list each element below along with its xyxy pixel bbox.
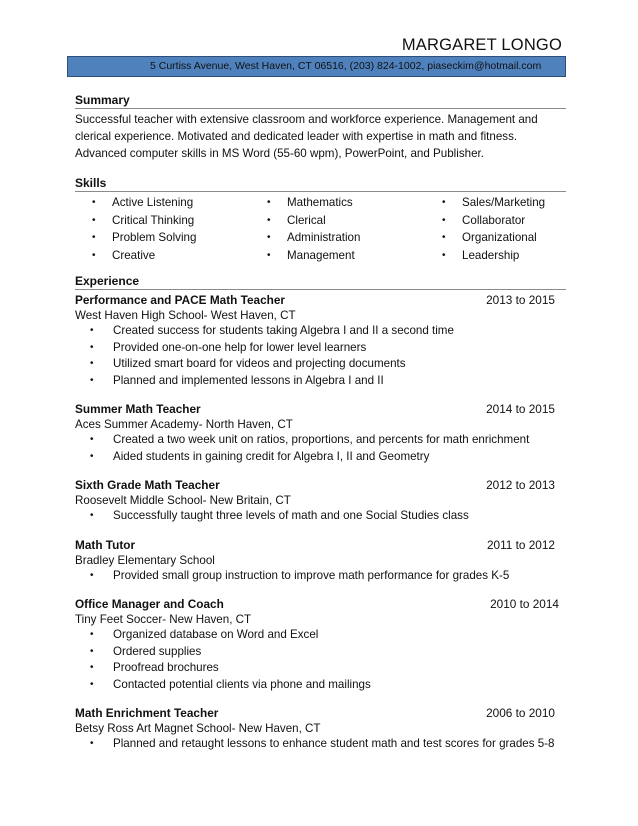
- job-responsibility: [75, 449, 566, 466]
- job-responsibility: [75, 568, 566, 585]
- bullet-icon: •: [267, 232, 271, 243]
- bullet-icon: •: [267, 214, 271, 226]
- skill-label: Management: [287, 248, 355, 262]
- job-organization: Tiny Feet Soccer- New Haven, CT: [75, 613, 252, 626]
- job-responsibility: [75, 356, 566, 373]
- bullet-icon: •: [90, 434, 94, 445]
- applicant-name: MARGARET LONGO: [401, 36, 562, 54]
- job-responsibility: [75, 508, 566, 525]
- bullet-icon: •: [92, 232, 96, 243]
- job-organization: Roosevelt Middle School- New Britain, CT: [75, 494, 291, 507]
- experience-heading: Experience: [75, 274, 566, 290]
- responsibility-text: Provided one-on-one help for lower level learners: [113, 340, 367, 354]
- bullet-icon: •: [90, 374, 94, 386]
- job-entry: [75, 401, 566, 465]
- summary-line: clerical experience. Motivated and dedicated leader with expertise in math and fitness.: [75, 130, 518, 143]
- skill-label: Problem Solving: [112, 231, 197, 244]
- bullet-icon: •: [442, 249, 446, 261]
- skills-grid: [75, 194, 566, 266]
- skills-section: [75, 176, 566, 266]
- bullet-icon: •: [90, 341, 94, 353]
- skill-label: Sales/Marketing: [462, 196, 546, 209]
- bullet-icon: •: [92, 197, 96, 208]
- job-organization: Bradley Elementary School: [75, 553, 215, 567]
- job-entry: [75, 292, 566, 389]
- bullet-icon: •: [267, 249, 271, 261]
- responsibility-text: Created a two week unit on ratios, proportions, and percents for math enrichment: [113, 433, 530, 446]
- bullet-icon: •: [90, 569, 94, 581]
- bullet-icon: •: [90, 645, 94, 657]
- job-dates: 2012 to 2013: [486, 478, 555, 492]
- job-responsibility: [75, 736, 566, 753]
- job-responsibility: [75, 323, 566, 340]
- bullet-icon: •: [90, 510, 94, 521]
- responsibility-text: Contacted potential clients via phone and mailings: [113, 677, 371, 691]
- bullet-icon: •: [442, 197, 446, 208]
- responsibility-text: Successfully taught three levels of math and one Social Studies class: [113, 509, 469, 522]
- job-dates: 2013 to 2015: [486, 293, 555, 307]
- bullet-icon: •: [90, 450, 94, 462]
- skill-label: Critical Thinking: [112, 213, 195, 227]
- skill-label: Leadership: [462, 248, 520, 262]
- responsibility-text: Proofread brochures: [113, 661, 219, 674]
- bullet-icon: •: [90, 325, 94, 336]
- responsibility-text: Aided students in gaining credit for Algebra I, II and Geometry: [113, 449, 430, 463]
- bullet-icon: •: [92, 249, 96, 261]
- bullet-icon: •: [90, 738, 94, 749]
- skill-label: Mathematics: [287, 196, 353, 209]
- job-dates: 2010 to 2014: [490, 597, 559, 611]
- skill-label: Clerical: [287, 213, 326, 227]
- responsibility-text: Created success for students taking Algebra I and II a second time: [113, 324, 454, 337]
- bullet-icon: •: [92, 214, 96, 226]
- job-responsibility: [75, 644, 566, 661]
- job-organization: Betsy Ross Art Magnet School- New Haven, CT: [75, 722, 321, 735]
- summary-heading: Summary: [75, 93, 566, 109]
- job-responsibility: [75, 660, 566, 677]
- resume-content: [75, 93, 566, 753]
- job-entry: [75, 477, 566, 525]
- bullet-icon: •: [90, 678, 94, 690]
- job-responsibility: [75, 432, 566, 449]
- job-dates: 2011 to 2012: [486, 537, 555, 552]
- job-organization: Aces Summer Academy- North Haven, CT: [75, 418, 293, 431]
- bullet-icon: •: [442, 214, 446, 226]
- job-title: Summer Math Teacher: [75, 402, 201, 416]
- job-responsibility: [75, 627, 566, 644]
- job-title: Sixth Grade Math Teacher: [75, 478, 220, 492]
- job-entry: [75, 705, 566, 753]
- job-dates: 2014 to 2015: [486, 402, 555, 416]
- skill-label: Collaborator: [462, 213, 526, 227]
- contact-bar: [67, 56, 566, 77]
- bullet-icon: •: [90, 662, 94, 673]
- contact-info: 5 Curtiss Avenue, West Haven, CT 06516, (203) 824-1002, piaseckim@hotmail.com: [150, 60, 542, 72]
- job-entry: [75, 537, 566, 585]
- experience-section: [75, 274, 566, 753]
- job-title: Math Enrichment Teacher: [75, 706, 219, 720]
- summary-line: Advanced computer skills in MS Word (55-60 wpm), PowerPoint, and Publisher.: [75, 147, 484, 160]
- job-responsibility: [75, 340, 566, 357]
- skill-label: Organizational: [462, 231, 537, 244]
- skills-heading: Skills: [75, 176, 566, 192]
- responsibility-text: Planned and implemented lessons in Algebra I and II: [113, 373, 384, 387]
- responsibility-text: Organized database on Word and Excel: [113, 628, 319, 641]
- responsibility-text: Ordered supplies: [113, 644, 202, 658]
- skill-label: Administration: [287, 231, 361, 244]
- job-responsibility: [75, 677, 566, 694]
- bullet-icon: •: [442, 232, 446, 243]
- responsibility-text: Utilized smart board for videos and projecting documents: [113, 357, 406, 370]
- job-organization: West Haven High School- West Haven, CT: [75, 309, 296, 322]
- summary-section: [75, 93, 566, 162]
- skill-label: Active Listening: [112, 196, 194, 209]
- job-title: Performance and PACE Math Teacher: [75, 293, 285, 307]
- responsibility-text: Provided small group instruction to improve math performance for grades K-5: [113, 568, 510, 582]
- job-title: Office Manager and Coach: [75, 597, 224, 611]
- bullet-icon: •: [267, 197, 271, 208]
- job-entry: [75, 596, 566, 693]
- job-dates: 2006 to 2010: [486, 706, 555, 720]
- bullet-icon: •: [90, 358, 94, 369]
- job-responsibility: [75, 373, 566, 390]
- skill-label: Creative: [112, 248, 156, 262]
- summary-line: Successful teacher with extensive classroom and workforce experience. Management and: [75, 113, 538, 126]
- bullet-icon: •: [90, 629, 94, 640]
- job-title: Math Tutor: [75, 537, 136, 552]
- responsibility-text: Planned and retaught lessons to enhance student math and test scores for grades 5-8: [113, 737, 555, 750]
